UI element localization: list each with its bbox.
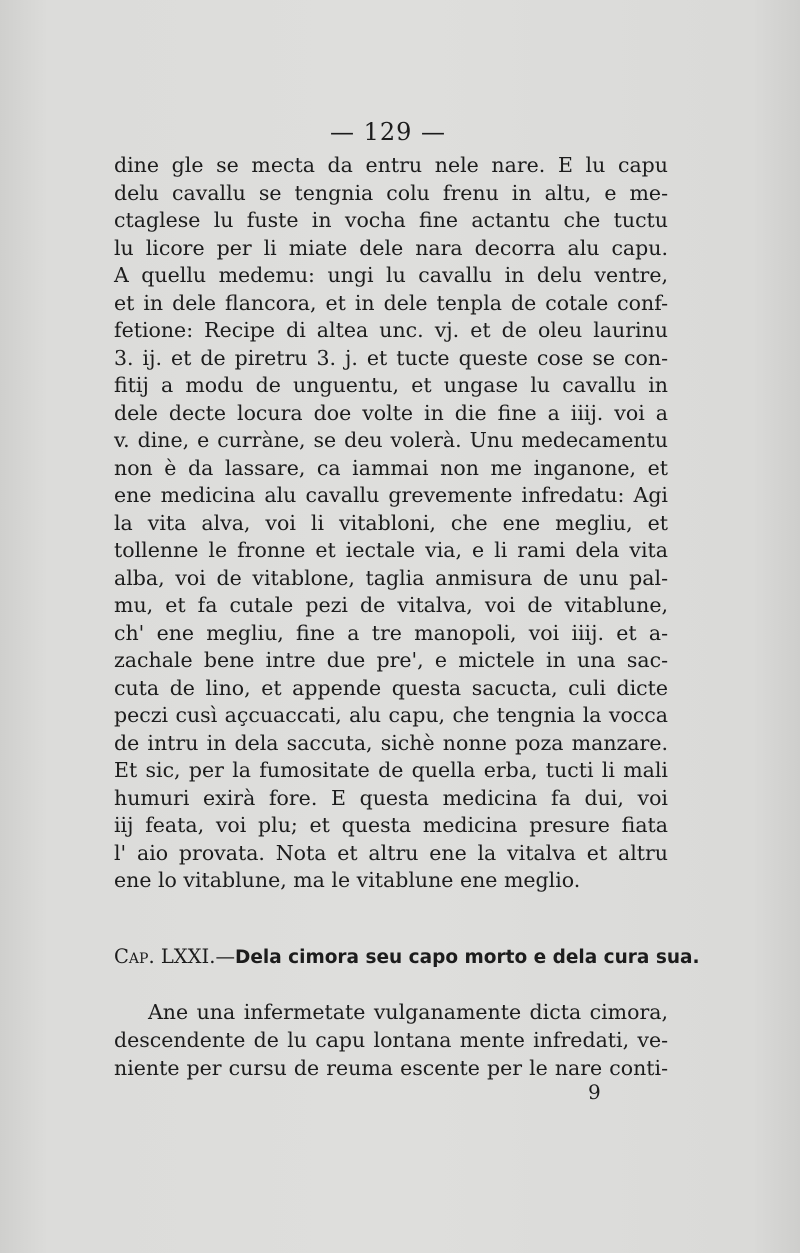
chapter-label: Cap. LXXI. [114,945,216,968]
text-line: tollenne le fronne et iectale via, e li rami dela vita [114,538,668,562]
text-line: la vita alva, voi li vitabloni, che ene megliu, et [114,510,668,535]
text-line: fetione: Recipe di altea unc. vj. et de oleu laurinu [114,318,668,342]
text-line: ch' ene megliu, fine a tre manopoli, voi iiij. et a- [114,620,668,645]
text-line: lu licore per li miate dele nara decorra alu capu. [114,235,668,260]
text-line: ene lo vitablune, ma le vitablune ene meglio. [114,868,581,892]
signature-mark: 9 [588,1080,601,1104]
text-line: dele decte locura doe volte in die fine a iiij. voi a [114,400,668,425]
text-line: 3. ij. et de piretru 3. j. et tucte queste cose se con- [114,345,668,370]
text-line: non è da lassare, ca iammai non me inganone, et [114,455,668,480]
chapter-title: Dela cimora seu capo morto e dela cura sua. [234,947,700,968]
text-line: de intru in dela saccuta, sichè nonne poza manzare. [114,730,668,755]
text-line: l' aio provata. Nota et altru ene la vitalva et altru [114,840,668,865]
text-line: humuri exirà fore. E questa medicina fa dui, voi [114,785,668,810]
chapter-heading [114,945,700,968]
text-line: iij feata, voi plu; et questa medicina presure fiata [114,813,668,837]
text-line: niente per cursu de reuma escente per le nare conti- [114,1056,668,1080]
text-line: peczi cusì açcuaccati, alu capu, che tengnia la vocca [114,703,668,727]
text-line: A quellu medemu: ungi lu cavallu in delu ventre, [114,263,668,287]
text-line: descendente de lu capu lontana mente infredati, ve- [114,1028,668,1052]
text-line: delu cavallu se tengnia colu frenu in altu, e me- [114,180,668,205]
text-line: v. dine, e curràne, se deu volerà. Unu medecamentu [114,428,668,452]
text-line: Ane una infermetate vulganamente dicta cimora, [148,1000,668,1024]
chapter-dash: — [215,945,235,968]
text-line: Et sic, per la fumositate de quella erba, tucti li mali [114,758,668,782]
text-line: zachale bene intre due pre', e mictele in una sac- [114,648,668,672]
page-number: — 129 — [329,118,447,146]
text-line: dine gle se mecta da entru nele nare. E lu capu [114,153,668,177]
text-line: et in dele flancora, et in dele tenpla de cotale conf- [114,290,668,315]
text-line: fitij a modu de unguentu, et ungase lu cavallu in [114,373,668,397]
section-text-block [114,998,668,1082]
text-line: ctaglese lu fuste in vocha fine actantu che tuctu [114,208,668,232]
text-line: ene medicina alu cavallu grevemente infredatu: Agi [114,483,668,507]
text-line: mu, et fa cutale pezi de vitalva, voi de vitablune, [114,593,668,617]
main-text-block [114,152,668,895]
text-line: cuta de lino, et appende questa sacucta, culi dicte [114,675,668,700]
text-line: alba, voi de vitablone, taglia anmisura de unu pal- [114,565,668,590]
